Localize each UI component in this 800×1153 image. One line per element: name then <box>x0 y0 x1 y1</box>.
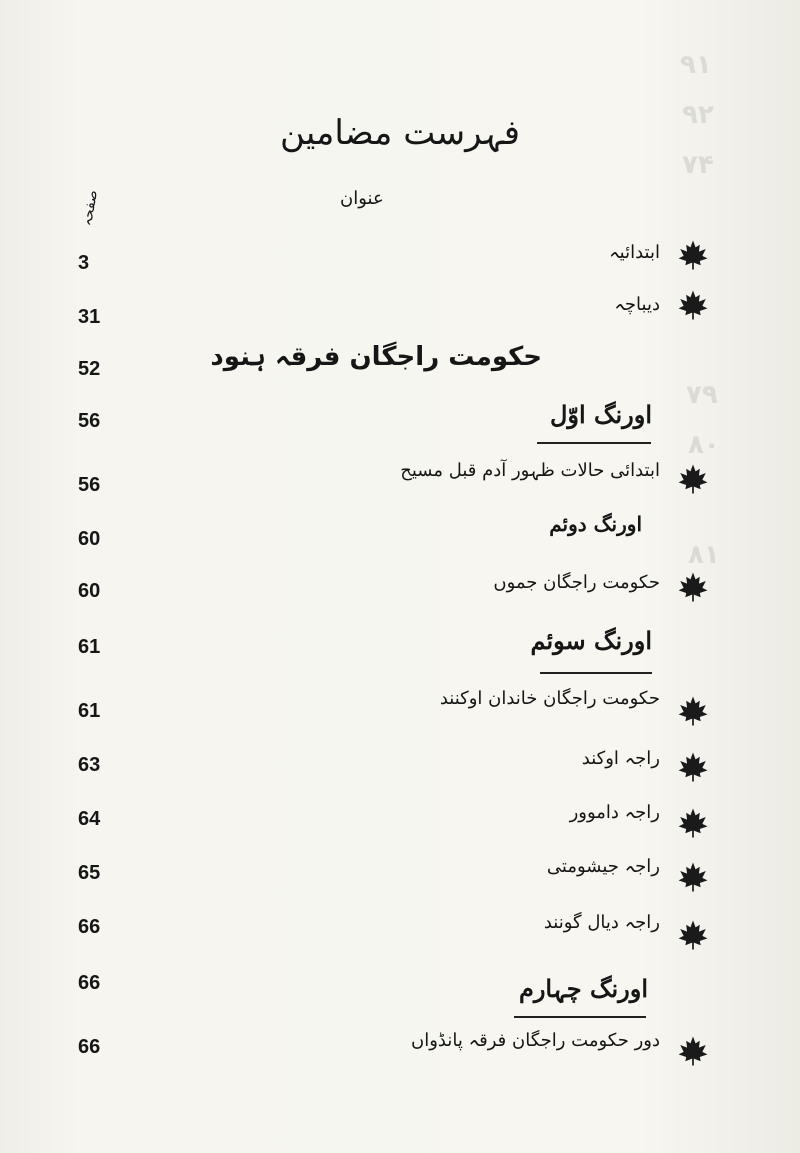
toc-row <box>0 572 800 620</box>
chapter-heading: اورنگ دوئم <box>549 512 642 536</box>
page-number: 61 <box>78 700 101 722</box>
toc-row <box>0 400 800 448</box>
heading-underline <box>537 442 651 444</box>
page-number: 60 <box>78 528 101 550</box>
maple-leaf-icon <box>676 750 710 784</box>
heading-underline <box>514 1016 646 1018</box>
toc-row <box>0 748 800 792</box>
bleed-through-text: ۸۰ <box>688 430 720 460</box>
entry-title: دیباچہ <box>614 294 660 315</box>
page-number: 56 <box>78 474 101 496</box>
maple-leaf-icon <box>676 860 710 894</box>
entry-title: دور حکومت راجگان فرقہ پانڈواں <box>411 1030 660 1051</box>
toc-row <box>0 972 800 1012</box>
bleed-through-text: ۹۱ <box>680 50 712 80</box>
page-number: 66 <box>78 972 101 994</box>
page-number: 63 <box>78 754 101 776</box>
toc-row <box>0 342 800 396</box>
bleed-through-text: ۷۹ <box>686 380 718 410</box>
maple-leaf-icon <box>676 570 710 604</box>
bleed-through-text: ۹۲ <box>682 100 714 130</box>
toc-row <box>0 512 800 564</box>
bleed-through-text: ۷۴ <box>682 150 714 180</box>
toc-row <box>0 294 800 342</box>
entry-title: حکومت راجگان خاندان اوکنند <box>439 688 660 709</box>
chapter-heading: اورنگ اوّل <box>549 400 652 429</box>
toc-row <box>0 802 800 846</box>
page-number: 52 <box>78 358 101 380</box>
entry-title: راجہ جیشومتی <box>546 856 660 877</box>
page-number: 65 <box>78 862 101 884</box>
maple-leaf-icon <box>676 1034 710 1068</box>
heading-underline <box>540 672 652 674</box>
page-number: 56 <box>78 410 101 432</box>
maple-leaf-icon <box>676 288 710 322</box>
chapter-heading: اورنگ چہارم <box>518 974 648 1003</box>
page-number: 61 <box>78 636 101 658</box>
maple-leaf-icon <box>676 238 710 272</box>
toc-row <box>0 242 800 286</box>
chapter-heading: اورنگ سوئم <box>530 626 652 655</box>
toc-row <box>0 626 800 672</box>
page-title: فہرست مضامین <box>279 113 521 153</box>
column-header-title: عنوان <box>340 188 384 209</box>
maple-leaf-icon <box>676 462 710 496</box>
page-number: 64 <box>78 808 101 830</box>
bleed-through-text: ۸۱ <box>688 540 720 570</box>
page-number: 31 <box>78 306 101 328</box>
toc-row <box>0 1030 800 1076</box>
maple-leaf-icon <box>676 806 710 840</box>
entry-title: حکومت راجگان جموں <box>493 572 660 593</box>
toc-row <box>0 914 800 954</box>
toc-row <box>0 688 800 740</box>
page-number: 66 <box>78 1036 101 1058</box>
toc-row <box>0 460 800 512</box>
maple-leaf-icon <box>676 694 710 728</box>
entry-title: راجہ اوکند <box>581 748 660 769</box>
maple-leaf-icon <box>676 918 710 952</box>
section-heading: حکومت راجگان فرقہ ہنود <box>210 342 542 372</box>
entry-title: ابتدائیہ <box>609 242 660 263</box>
entry-title: راجہ دیال گونند <box>543 912 660 933</box>
page-number: 3 <box>78 252 90 274</box>
entry-title: راجہ داموور <box>569 802 660 823</box>
entry-title: ابتدائی حالات ظہور آدم قبل مسیح <box>400 460 660 481</box>
page-number: 60 <box>78 580 101 602</box>
page-number: 66 <box>78 916 101 938</box>
column-header-page: صفحہ <box>79 188 102 228</box>
toc-row <box>0 856 800 900</box>
